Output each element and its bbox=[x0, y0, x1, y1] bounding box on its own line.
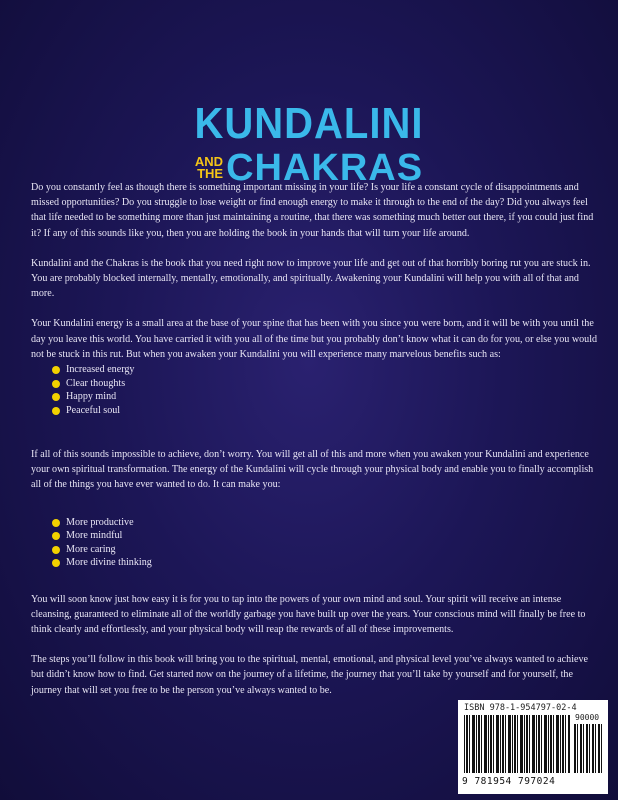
blurb-text bbox=[31, 180, 601, 698]
isbn-barcode bbox=[458, 700, 608, 794]
paragraph-5: You will soon know just how easy it is for you to tap into the powers of your own mind and soul. Your spirit will receive an intense cleansing, guaranteed to eliminate all of the worldly garbage you have built up over the years. Your conscious mind will finally be free to think clearly and effortlessly, and your physical body will reap the rewards of all of these improvements. bbox=[31, 593, 586, 636]
paragraph-2: Kundalini and the Chakras is the book that you need right now to improve your life and get out of that horribly boring rut you are stuck in. You are probably blocked internally, mentally, emotionally, and spiritually. Awakening your Kundalini will help you with all of that and more. bbox=[31, 257, 591, 300]
benefits-list bbox=[31, 363, 601, 417]
list-item: More divine thinking bbox=[66, 556, 601, 570]
list-item: Happy mind bbox=[66, 390, 601, 404]
list-item: Peaceful soul bbox=[66, 404, 601, 418]
isbn-text: ISBN 978-1-954797-02-4 bbox=[464, 703, 577, 713]
barcode-addon: 90000 bbox=[575, 713, 600, 722]
paragraph-3: Your Kundalini energy is a small area at the base of your spine that has been with you since you were born, and it will be with you until the day you leave this world. You have carried it with you all of the time but you probably don’t know what it can do for you, or else you would not be stuck in this rut. But when you awaken your Kundalini you will experience many marvelous benefits such as: bbox=[31, 318, 598, 360]
list-item: More caring bbox=[66, 543, 601, 557]
list-item: More mindful bbox=[66, 529, 601, 543]
barcode-number: 9 781954 797024 bbox=[462, 776, 556, 787]
barcode-bars bbox=[464, 715, 570, 773]
paragraph-4: If all of this sounds impossible to achieve, don’t worry. You will get all of this and more when you awaken your Kundalini and experience your own spiritual transformation. The energy of the Kundalini will cycle through your physical body and enable you to finally accomplish all of the things you have ever wanted to do. It can make you: bbox=[31, 449, 594, 491]
title-chakras: CHAKRAS bbox=[226, 147, 424, 189]
addon-bars bbox=[574, 724, 602, 773]
outcomes-list bbox=[31, 516, 601, 570]
paragraph-1: Do you constantly feel as though there is something important missing in your life? Is your life a constant cycle of disappointments and missed opportunities? Do you struggle to lose weight or find enough energy to make it through to the end of the day? Did you always feel that life needed to be something more than just maintaining a routine, that there was something much better out there, if you could just find it? If any of this sounds like you, then you are holding the book in your hands that will turn your life around. bbox=[31, 182, 594, 239]
title-and: AND bbox=[194, 154, 224, 169]
list-item: Increased energy bbox=[66, 363, 601, 377]
list-item: Clear thoughts bbox=[66, 377, 601, 391]
paragraph-6: The steps you’ll follow in this book will bring you to the spiritual, mental, emotional, and physical level you’ve always wanted to achieve but didn’t know how to find. Get started now on the journey of a lifetime, the journey that you’ll take by yourself and for yourself, the journey that will set you free to be the person you’ve always wanted to be. bbox=[31, 654, 588, 696]
title-the: THE bbox=[197, 166, 224, 181]
list-item: More productive bbox=[66, 516, 601, 530]
title-and-the bbox=[195, 156, 223, 180]
title-kundalini: KUNDALINI bbox=[194, 100, 424, 148]
book-title bbox=[0, 100, 618, 189]
